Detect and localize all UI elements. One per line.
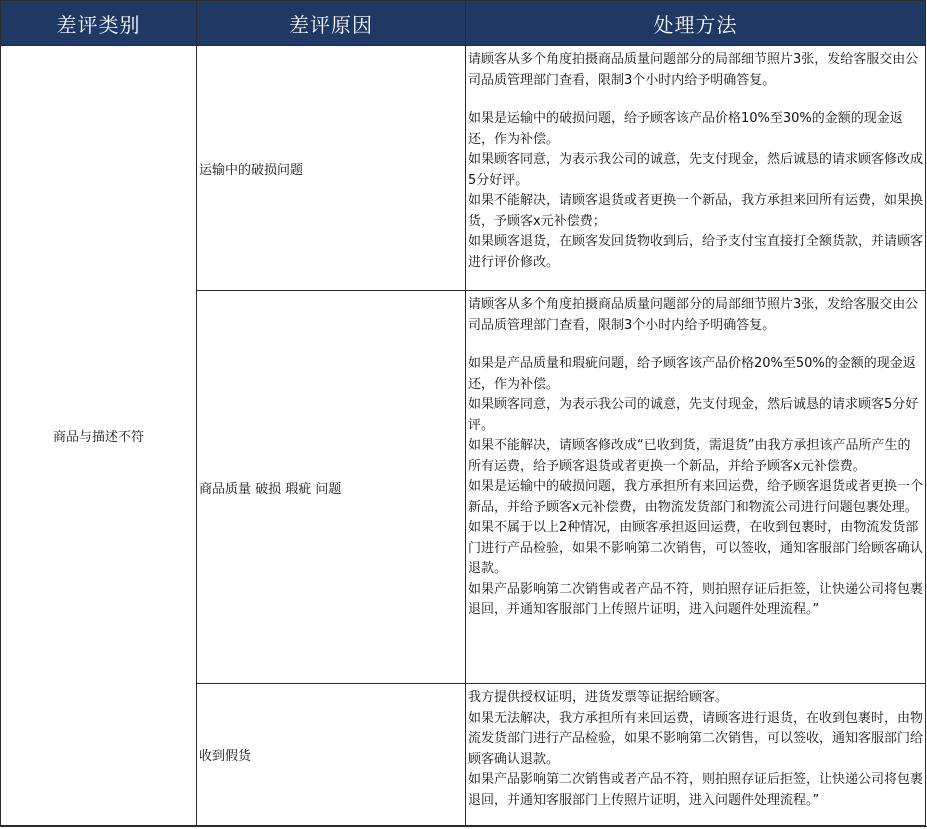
method-cell[interactable] xyxy=(466,684,926,826)
header-reason[interactable]: 差评原因 xyxy=(197,1,466,46)
method-paragraph: 如果顾客同意，为表示我公司的诚意，先支付现金，然后诚恳的请求顾客5分好评。 xyxy=(468,397,919,433)
method-paragraph: 如果不属于以上2种情况，由顾客承担返回运费，在收到包裹时，由物流发货部门进行产品检验，如果不影响第二次销售，可以签收，通知客服部门给顾客确认退款。 xyxy=(468,520,924,576)
reason-cell[interactable]: 运输中的破损问题 xyxy=(197,46,466,291)
method-paragraph: 如果无法解决，我方承担所有来回运费，请顾客进行退货，在收到包裹时，由物流发货部门进行产品检验，如果不影响第二次销售，可以签收，通知客服部门给顾客确认退款。 xyxy=(468,710,924,767)
method-paragraph: 如果不能解决，请顾客修改成“已收到货，需退货”由我方承担该产品所产生的所有运费，给予顾客退货或者更换一个新品，并给予顾客x元补偿费。 xyxy=(468,438,911,474)
method-paragraph: 如果顾客退货，在顾客发回货物收到后，给予支付宝直接打全额货款，并请顾客进行评价修改。 xyxy=(468,234,924,270)
method-paragraph: 如果产品影响第二次销售或者产品不符，则拍照存证后拒签，让快递公司将包裹退回，并通知客服部门上传照片证明，进入问题件处理流程。” xyxy=(468,581,924,617)
table-row xyxy=(1,46,926,291)
method-paragraph: 如果是运输中的破损问题，我方承担所有来回运费，给予顾客退货或者更换一个新品，并给予顾客x元补偿费，由物流发货部门和物流公司进行问题包裹处理。 xyxy=(468,479,924,515)
method-paragraph: 如果是产品质量和瑕疵问题，给予顾客该产品价格20%至50%的金额的现金返还，作为补偿。 xyxy=(468,356,916,392)
reason-cell[interactable]: 商品质量 破损 瑕疵 问题 xyxy=(197,291,466,684)
method-paragraph: 请顾客从多个角度拍摄商品质量问题部分的局部细节照片3张，发给客服交由公司品质管理部门查看，限制3个小时内给予明确答复。 xyxy=(468,52,919,88)
reason-cell[interactable]: 收到假货 xyxy=(197,684,466,826)
header-row xyxy=(1,1,926,46)
method-cell[interactable] xyxy=(466,46,926,291)
bottom-border xyxy=(0,826,927,827)
method-paragraph: 如果产品影响第二次销售或者产品不符，则拍照存证后拒签，让快递公司将包裹退回，并通知客服部门上传照片证明，进入问题件处理流程。” xyxy=(468,772,924,808)
paragraph-gap xyxy=(468,336,925,354)
method-paragraph: 请顾客从多个角度拍摄商品质量问题部分的局部细节照片3张，发给客服交由公司品质管理部门查看，限制3个小时内给予明确答复。 xyxy=(468,297,919,333)
method-cell[interactable] xyxy=(466,291,926,684)
header-method[interactable]: 处理方法 xyxy=(466,1,926,46)
method-paragraph: 如果不能解决，请顾客退货或者更换一个新品，我方承担来回所有运费，如果换货，予顾客x元补偿费； xyxy=(468,193,924,229)
method-paragraph: 如果顾客同意，为表示我公司的诚意，先支付现金，然后诚恳的请求顾客修改成5分好评。 xyxy=(468,152,924,188)
paragraph-gap xyxy=(468,91,925,109)
method-paragraph: 我方提供授权证明，进货发票等证据给顾客。 xyxy=(468,690,729,705)
header-category[interactable]: 差评类别 xyxy=(1,1,197,46)
method-paragraph: 如果是运输中的破损问题，给予顾客该产品价格10%至30%的金额的现金返还，作为补偿。 xyxy=(468,111,903,147)
category-cell[interactable]: 商品与描述不符 xyxy=(1,46,197,826)
